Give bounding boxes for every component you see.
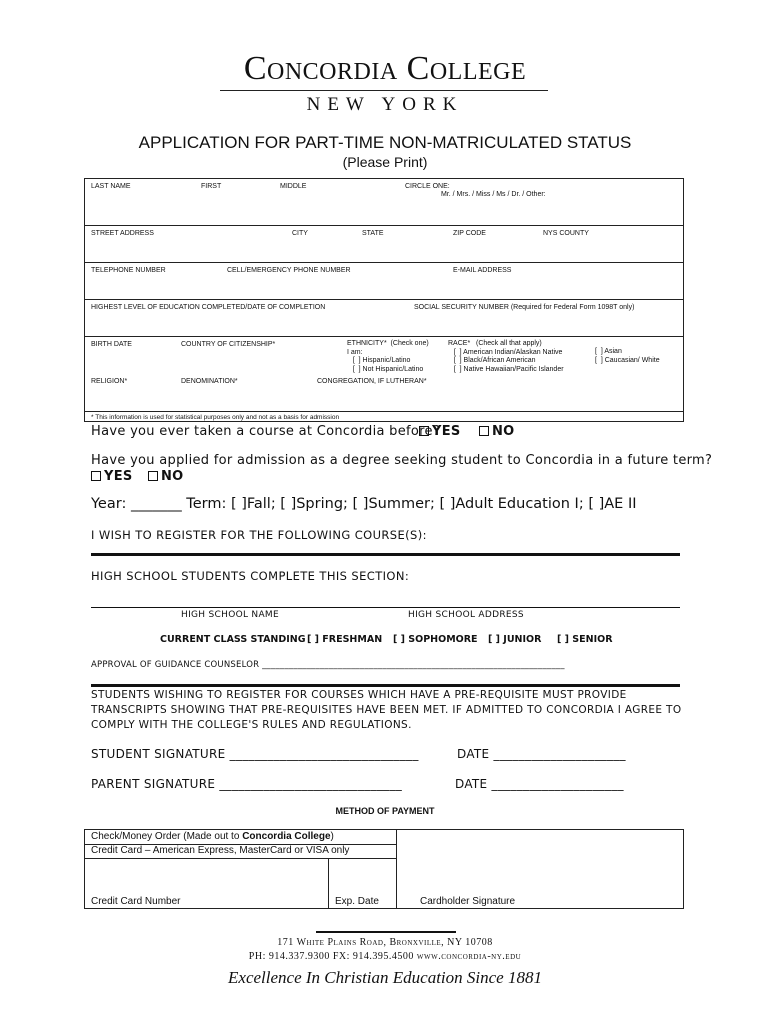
row-divider — [85, 336, 683, 337]
year-term-selection[interactable]: Year: _______ Term: [ ]Fall; [ ]Spring; [ ]Summer; [ ]Adult Education I; [ ]AE II — [91, 496, 637, 512]
high-school-name-label: HIGH SCHOOL NAME — [181, 610, 279, 620]
senior-option[interactable]: [ ] SENIOR — [557, 634, 613, 645]
degree-yes-option[interactable] — [91, 469, 133, 484]
first-name-label: FIRST — [201, 183, 222, 190]
class-standing-label: CURRENT CLASS STANDING — [160, 634, 306, 645]
student-signature-field[interactable]: STUDENT SIGNATURE ______________________________ — [91, 747, 419, 761]
nys-county-label: NYS COUNTY — [543, 230, 589, 237]
sophomore-option[interactable]: [ ] SOPHOMORE — [393, 634, 478, 645]
statistical-footnote: * This information is used for statistical purposes only and not as a basis for admission — [91, 414, 340, 421]
birth-date-label: BIRTH DATE — [91, 341, 132, 348]
state-label: STATE — [362, 230, 384, 237]
checkbox-icon[interactable] — [419, 426, 429, 436]
check-suffix: ) — [330, 831, 334, 842]
prior-course-no-option[interactable] — [479, 424, 515, 439]
header-rule — [220, 90, 548, 91]
course-entry-line[interactable] — [91, 553, 680, 556]
yes-label: YES — [432, 424, 461, 439]
ssn-label: SOCIAL SECURITY NUMBER (Required for Federal Form 1098T only) — [414, 304, 635, 311]
guidance-approval-line[interactable]: APPROVAL OF GUIDANCE COUNSELOR ____________________________________________________________________ — [91, 660, 565, 670]
exp-date-label: Exp. Date — [335, 896, 379, 907]
no-label: NO — [161, 469, 184, 484]
congregation-label: CONGREGATION, IF LUTHERAN* — [317, 378, 427, 385]
statement-line: TRANSCRIPTS SHOWING THAT PRE-REQUISITES HAVE BEEN MET. IF ADMITTED TO CONCORDIA I AGREE TO — [91, 704, 682, 716]
prior-course-question — [91, 424, 440, 439]
payment-divider — [328, 858, 329, 908]
section-divider — [91, 684, 680, 687]
prior-course-yes-option[interactable] — [419, 424, 461, 439]
college-subtitle: NEW YORK — [306, 94, 464, 115]
circle-one-label: CIRCLE ONE: — [405, 183, 450, 190]
freshman-option[interactable]: [ ] FRESHMAN — [307, 634, 383, 645]
credit-card-option[interactable]: Credit Card – American Express, MasterCard or VISA only — [91, 845, 350, 856]
row-divider — [85, 262, 683, 263]
check-option[interactable] — [91, 831, 334, 842]
footer-motto: Excellence In Christian Education Since 1881 — [228, 968, 542, 987]
student-date-field[interactable]: DATE _____________________ — [457, 747, 626, 761]
payment-divider — [85, 858, 396, 859]
street-address-label: STREET ADDRESS — [91, 230, 154, 237]
statement-line: COMPLY WITH THE COLLEGE'S RULES AND REGULATIONS. — [91, 719, 412, 731]
yes-label: YES — [104, 469, 133, 484]
card-number-label: Credit Card Number — [91, 896, 181, 907]
footer-rule — [316, 931, 456, 933]
applicant-info-box — [84, 178, 684, 422]
check-payee: Concordia College — [242, 831, 331, 842]
footer-address: 171 White Plains Road, Bronxville, NY 10708 — [277, 937, 493, 948]
college-name: Concordia College — [243, 50, 527, 87]
last-name-label: LAST NAME — [91, 183, 131, 190]
no-label: NO — [492, 424, 515, 439]
register-courses-label: I WISH TO REGISTER FOR THE FOLLOWING COURSE(S): — [91, 528, 427, 542]
footer-contact: PH: 914.337.9300 FX: 914.395.4500 www.concordia-ny.edu — [248, 951, 522, 962]
checkbox-icon[interactable] — [91, 471, 101, 481]
religion-label: RELIGION* — [91, 378, 128, 385]
high-school-heading: HIGH SCHOOL STUDENTS COMPLETE THIS SECTION: — [91, 569, 410, 583]
degree-no-option[interactable] — [148, 469, 184, 484]
middle-name-label: MIDDLE — [280, 183, 307, 190]
form-subtitle: (Please Print) — [342, 154, 428, 170]
row-divider — [85, 299, 683, 300]
payment-table — [84, 829, 684, 909]
prerequisite-statement — [91, 688, 681, 733]
race-options-extra[interactable]: [ ] Asian [ ] Caucasian/ White — [595, 348, 660, 364]
citizenship-label: COUNTRY OF CITIZENSHIP* — [181, 341, 276, 348]
prior-course-question-text: Have you ever taken a course at Concordia before? — [91, 424, 441, 439]
row-divider — [85, 411, 683, 412]
cardholder-signature-label: Cardholder Signature — [420, 896, 516, 907]
statement-line: STUDENTS WISHING TO REGISTER FOR COURSES WHICH HAVE A PRE-REQUISITE MUST PROVIDE — [91, 689, 627, 701]
high-school-address-label: HIGH SCHOOL ADDRESS — [408, 610, 524, 620]
education-label: HIGHEST LEVEL OF EDUCATION COMPLETED/DATE OF COMPLETION — [91, 304, 326, 311]
race-options[interactable]: RACE* (Check all that apply) [ ] American Indian/Alaskan Native [ ] Black/African American [ ] Native Hawaiian/Pacific Islander — [448, 340, 564, 373]
payment-heading: METHOD OF PAYMENT — [335, 806, 435, 816]
parent-date-field[interactable]: DATE _____________________ — [455, 777, 624, 791]
title-options[interactable]: Mr. / Mrs. / Miss / Ms / Dr. / Other: — [441, 191, 546, 198]
denomination-label: DENOMINATION* — [181, 378, 238, 385]
checkbox-icon[interactable] — [148, 471, 158, 481]
checkbox-icon[interactable] — [479, 426, 489, 436]
payment-divider — [396, 830, 397, 908]
degree-application-question: Have you applied for admission as a degree seeking student to Concordia in a future term? — [91, 453, 713, 468]
telephone-label: TELEPHONE NUMBER — [91, 267, 166, 274]
email-label: E-MAIL ADDRESS — [453, 267, 512, 274]
form-title: APPLICATION FOR PART-TIME NON-MATRICULATED STATUS — [138, 133, 632, 152]
high-school-entry-line[interactable] — [91, 607, 680, 608]
zip-code-label: ZIP CODE — [453, 230, 486, 237]
ethnicity-options[interactable]: ETHNICITY* (Check one) I am: [ ] Hispanic/Latino [ ] Not Hispanic/Latino — [347, 340, 429, 373]
row-divider — [85, 225, 683, 226]
check-text: Check/Money Order (Made out to — [91, 831, 243, 842]
cell-phone-label: CELL/EMERGENCY PHONE NUMBER — [227, 267, 351, 274]
parent-signature-field[interactable]: PARENT SIGNATURE _____________________________ — [91, 777, 403, 791]
city-label: CITY — [292, 230, 308, 237]
junior-option[interactable]: [ ] JUNIOR — [488, 634, 542, 645]
